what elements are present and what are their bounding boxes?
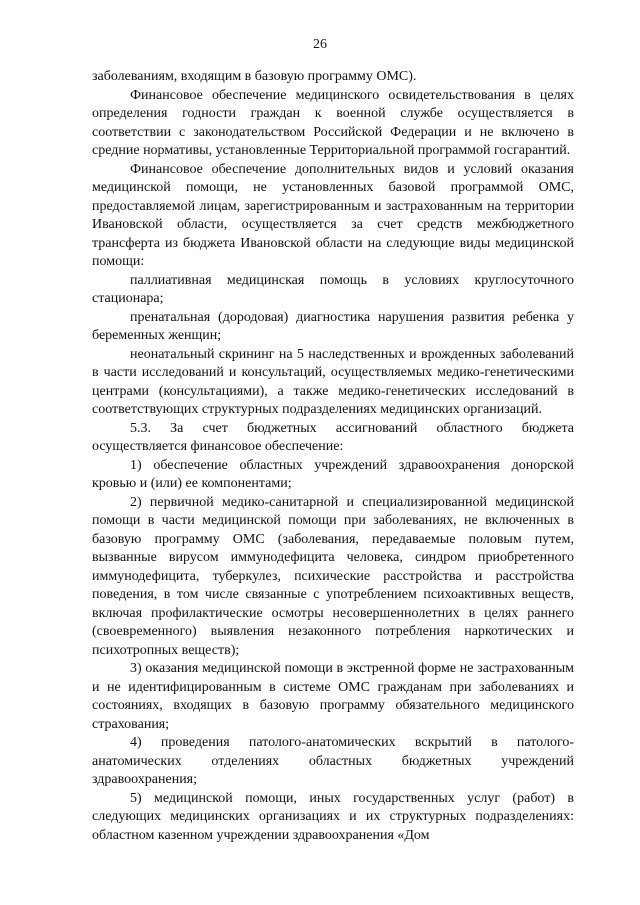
list-item-1-donor-blood: 1) обеспечение областных учреждений здравоохранения донорской кровью и (или) ее компонентами; (92, 457, 574, 491)
list-item-prenatal-diagnostics: пренатальная (дородовая) диагностика нарушения развития ребенка у беременных женщин; (92, 309, 574, 343)
paragraph-continuation: заболеваниям, входящим в базовую программу ОМС). (92, 69, 417, 84)
list-item-neonatal-screening: неонатальный скрининг на 5 наследственных и врожденных заболеваний в части исследований и консультаций, осуществляемых медико-генетическими центрами (консультациями), а также медико-генетических исследований в соответствующих структурных подразделениях медицинских организаций. (92, 346, 574, 417)
list-item-3-emergency-care: 3) оказания медицинской помощи в экстренной форме не застрахованным и не идентифицированным в системе ОМС гражданам при заболеваниях и состояниях, входящих в базовую программу обязательного медицинского страхования; (92, 661, 574, 732)
paragraph-medical-examination: Финансовое обеспечение медицинского освидетельствования в целях определения годности граждан к военной службе осуществляется в соответствии с законодательством Российской Федерации и не включено в средние нормативы, установленные Территориальной программой госгарантий. (92, 87, 574, 158)
list-item-2-primary-specialized-care: 2) первичной медико-санитарной и специализированной медицинской помощи в части медицинской помощи при заболеваниях, не включенных в базовую программу ОМС (заболевания, передаваемые половым путем, вызванные вирусом иммунодефицита человека, синдром приобретенного иммунодефицита, туберкулез, психические расстройства и расстройства поведения, в том числе связанные с употреблением психоактивных веществ, включая профилактические осмотры несовершеннолетних в целях раннего (своевременного) выявления незаконного потребления наркотических и психотропных веществ); (92, 494, 574, 658)
document-body (92, 68, 574, 845)
list-item-5-other-services: 5) медицинской помощи, иных государственных услуг (работ) в следующих медицинских организациях и их структурных подразделениях: областном казенном учреждении здравоохранения «Дом (92, 790, 574, 843)
list-item-palliative-care: паллиативная медицинская помощь в условиях круглосуточного стационара; (92, 272, 574, 306)
page-number: 26 (313, 37, 327, 52)
paragraph-additional-financing: Финансовое обеспечение дополнительных видов и условий оказания медицинской помощи, не установленных базовой программой ОМС, предоставляемой лицам, зарегистрированным и застрахованным на территории Ивановской области, осуществляется за счет средств межбюджетного трансферта из бюджета Ивановской области на следующие виды медицинской помощи: (92, 161, 574, 269)
list-item-4-autopsies: 4) проведения патолого-анатомических вскрытий в патолого-анатомических отделениях областных бюджетных учреждений здравоохранения; (92, 735, 574, 787)
paragraph-section-5-3: 5.3. За счет бюджетных ассигнований областного бюджета осуществляется финансовое обеспечение: (92, 420, 574, 454)
